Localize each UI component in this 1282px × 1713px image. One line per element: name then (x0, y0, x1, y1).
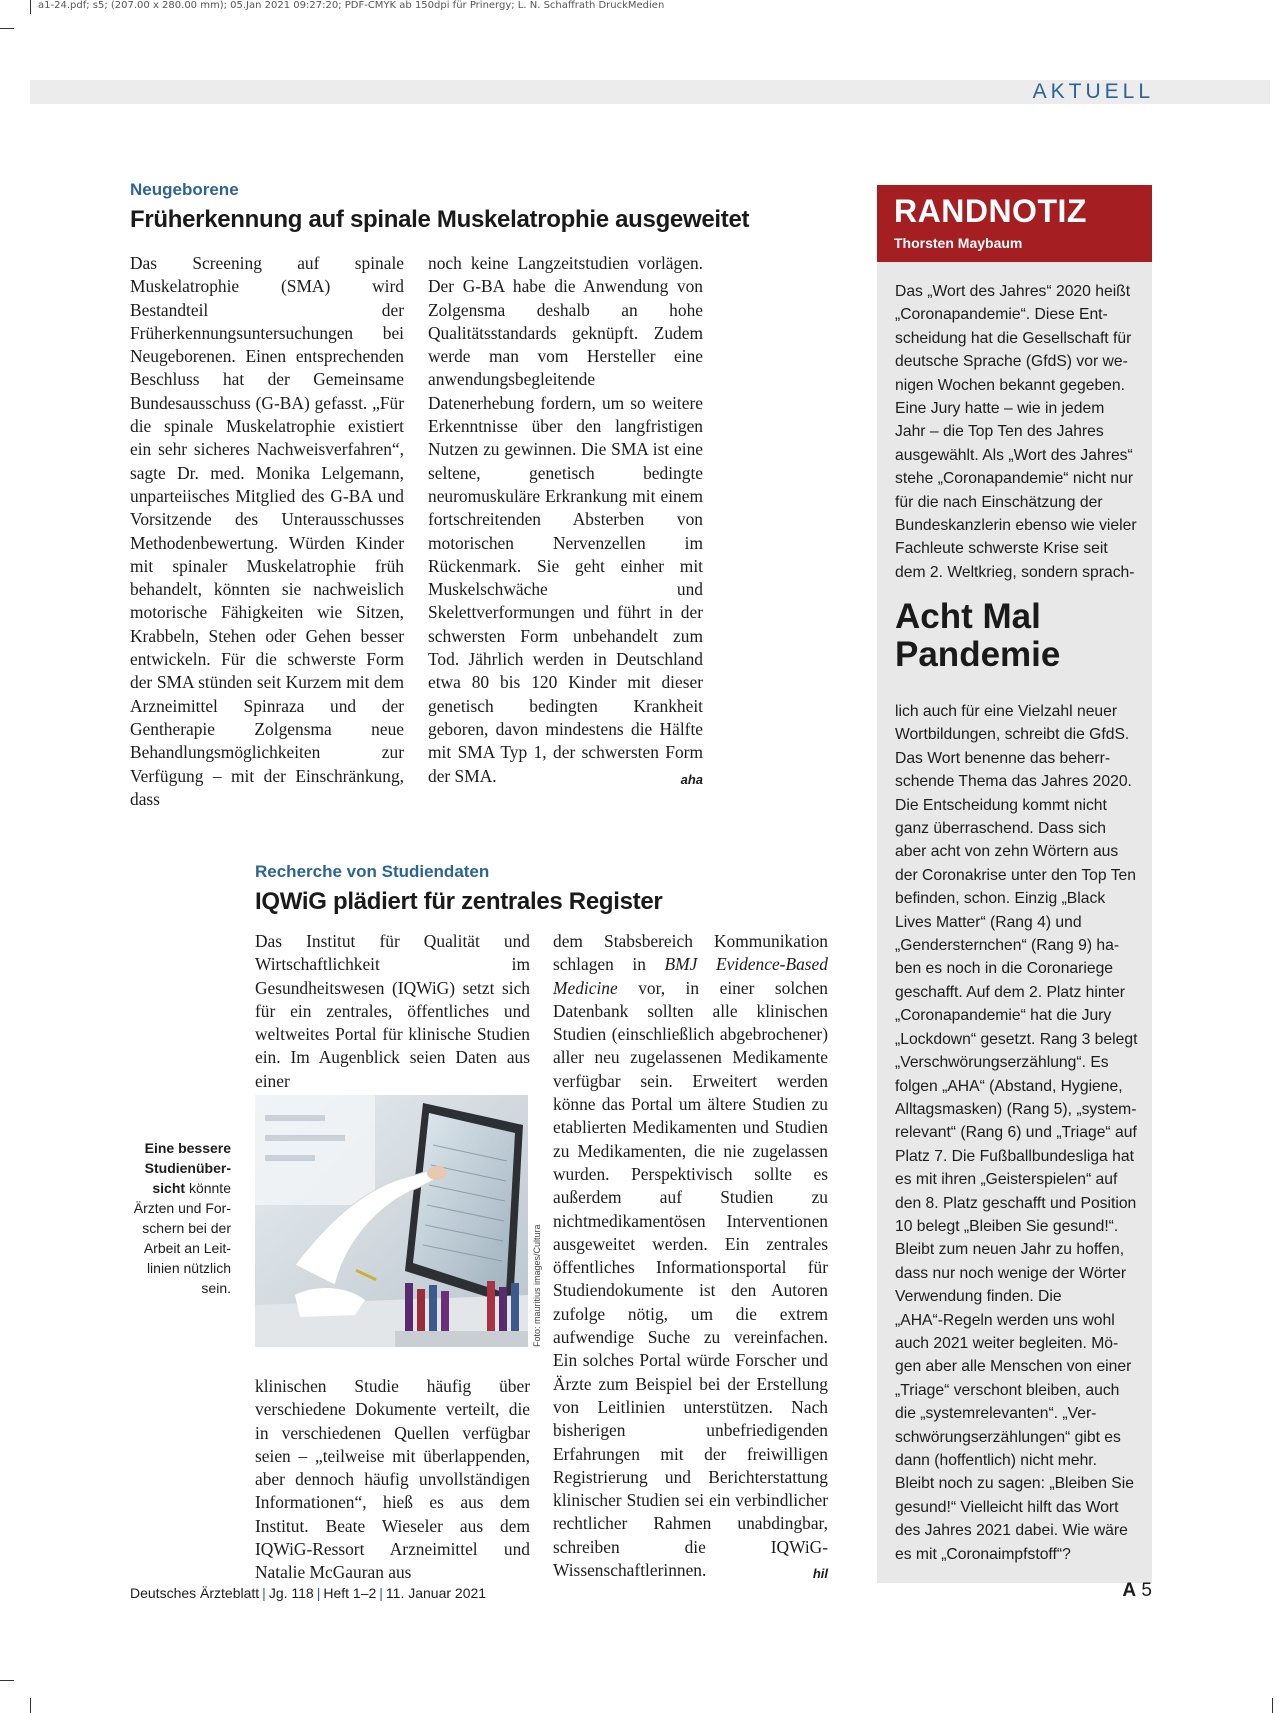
body-line: dann (hoffentlich) nicht mehr. (895, 1452, 1098, 1469)
article2-headline: IQWiG plädiert für zentrales Register (255, 888, 663, 915)
caption-text-6: sein. (201, 1280, 231, 1296)
body-line: den 8. Platz geschafft und Position (895, 1194, 1137, 1212)
body-line: Wortbildungen, schreibt die GfdS. (895, 726, 1130, 744)
body-line: folgen „AHA“ (Abstand, Hygiene, (895, 1077, 1123, 1095)
article1-kicker (130, 180, 239, 200)
article1-col1-text: Das Screening auf spinale Muskelatrophie (SMA) wird Bestandteil der Früherkennungsuntersuchungen bei Neugeborenen. Einen entsprechenden Beschluss hat der Gemeinsame Bundesausschuss (G-BA) gefasst. „Für die spinale Muskelatrophie existiert ein sehr sicheres Nachweisverfahren“, sagte Dr. med. Monika Lelgemann, unparteiisches Mitglied des G-BA und Vorsitzende des Unterausschusses Methodenbewertung. Würden Kinder mit spinaler Muskelatrophie früh behandelt, könnten sie nachweislich motorische Fähigkeiten wie Sitzen, Krabbeln, Stehen oder Gehen besser entwickeln. Für die schwerste Form der SMA stünden seit Kurzem mit dem Arzneimittel Spinraza und der Gentherapie Zolgensma neue Behandlungsmöglichkeiten zur Verfügung – mit der Einschränkung, dass (130, 253, 404, 809)
article1-kicker-suffix: e (229, 180, 239, 199)
intro-line: ausgewählt. Als „Wort des Jahres“ (895, 446, 1133, 464)
body-line: Bleibt noch zu sagen: „Bleiben Sie (895, 1475, 1134, 1493)
body-line: geschafft. Auf dem 2. Platz hinter (895, 983, 1125, 1001)
caption-bold-3: sicht (152, 1180, 186, 1196)
body-line: ben es noch in die Coronariege (895, 960, 1114, 978)
crop-mark-bl-h (0, 1680, 14, 1681)
caption-text-3: schern bei der (142, 1220, 231, 1236)
body-line: Lives Matter“ (Rang 4) und (895, 913, 1082, 931)
body-line: „Lockdown“ gesetzt. Rang 3 belegt (895, 1030, 1138, 1048)
footer-separator: | (379, 1585, 383, 1601)
article1-headline: Früherkennung auf spinale Muskelatrophie ausgeweitet (130, 206, 750, 233)
body-line: schende Thema das Jahres 2020. (895, 773, 1132, 791)
body-line: gesund!“ Vielleicht hilft das Wort (895, 1498, 1119, 1516)
randnotiz-title-line1: Acht Mal (895, 597, 1041, 636)
body-line: aber acht von zehn Wörtern aus (895, 843, 1119, 861)
randnotiz-author: Thorsten Maybaum (894, 235, 1023, 251)
intro-line: scheidung hat die Gesellschaft für (895, 329, 1132, 347)
caption-text-1: könnte (185, 1180, 231, 1196)
footer-volume: Jg. 118 (268, 1585, 314, 1601)
page-prefix: A (1122, 1580, 1137, 1601)
intro-line: Das „Wort des Jahres“ 2020 heißt (895, 283, 1131, 300)
body-line: es mit „Coronaimpfstoff“? (895, 1545, 1071, 1563)
body-line: gen aber alle Menschen von einer (895, 1358, 1132, 1376)
body-line: 10 belegt „Bleiben Sie gesund!“. (895, 1217, 1119, 1235)
intro-line: Eine Jury hatte – wie in jedem (895, 400, 1105, 418)
image-caption (120, 1138, 231, 1298)
body-line: der Coronakrise unter den Top Ten (895, 866, 1136, 884)
article1-signature: aha (680, 771, 703, 787)
intro-line: Jahr – die Top Ten des Jahres (895, 423, 1104, 441)
body-line: relevant“ (Rang 6) und „Triage“ auf (895, 1124, 1137, 1142)
article1-col2-body: noch keine Langzeitstudien vorlägen. Der G-BA habe die Anwendung von Zolgensma deshalb an hohe Qualitätsstandards geknüpft. Zudem werde man vom Hersteller eine anwendungsbegleitende Datenerhebung fordern, um so weitere Erkenntnisse über den langfristigen Nutzen zu gewinnen. Die SMA ist eine seltene, genetisch bedingte neuromuskuläre Erkrankung mit einem fortschreitenden Absterben von motorischen Nervenzellen im Rückenmark. Sie geht einher mit Muskelschwäche und Skelettverformungen und führt in der schwersten Form unbehandelt zum Tod. Jährlich werden in Deutschland etwa 80 bis 120 Kinder mit dieser genetisch bedingten Krankheit geboren, davon mindestens die Hälfte mit SMA Typ 1, der schwersten Form der SMA. (428, 253, 703, 786)
body-line: „AHA“-Regeln werden uns wohl (895, 1311, 1115, 1329)
body-line: auch 2021 weiter begleiten. Mö- (895, 1334, 1119, 1352)
footer-journal: Deutsches Ärzteblatt (130, 1585, 260, 1601)
article2-column-2 (553, 930, 828, 1585)
body-line: Verwendung finden. Die (895, 1288, 1062, 1306)
intro-line: „Coronapandemie“. Diese Ent- (895, 306, 1108, 324)
crop-mark-br-v (1272, 1698, 1273, 1713)
body-line: Die Entscheidung kommt nicht (895, 796, 1107, 814)
article2-col1-top-text: Das Institut für Qualität und Wirtschaftlichkeit im Gesundheitswesen (IQWiG) setzt sich für ein zentrales, öffentliches und weltweites Portal für klinische Studien ein. Im Augenblick seien Daten aus einer (255, 931, 530, 1091)
article2-col2-pre: dem Stabsbereich Kommunikation schlagen in (553, 931, 828, 975)
body-line: die „systemrelevanten“. „Ver- (895, 1405, 1097, 1423)
article2-col2-post: vor, in einer solchen Datenbank sollten alle klinischen Studien (einschließlich abgebrochener) aller neu zugelassenen Medikamente verfügbar sein. Erweitert werden könne das Portal um ältere Studien zu etablierten Medikamenten und Studien zu Medikamenten, die nie zugelassen wurden. Perspektivisch sollte es außerdem auf Studien zu nichtmedikamentösen Interventionen ausgeweitet werden. Ein zentrales öffentliches Informationsportal für Studiendokumente ist den Autoren zufolge nötig, um die extrem aufwendige Suche zu vereinfachen. Ein solches Portal würde Forscher und Ärzte zum Beispiel bei der Erstellung von Leitlinien unterstützen. Nach bisherigen unbefriedigenden Erfahrungen mit der freiwilligen Registrierung und Berichterstattung klinischer Studien sei ein verbindlicher rechtlicher Rahmen unabdingbar, schreiben die IQWiG-Wissenschaftlerinnen. (553, 977, 828, 1581)
intro-line: Fachleute schwerste Krise seit (895, 540, 1108, 558)
crop-mark-tl-v (30, 0, 31, 14)
intro-line: stehe „Coronapandemie“ nicht nur (895, 470, 1134, 488)
body-line: lich auch für eine Vielzahl neuer (895, 703, 1118, 720)
randnotiz-title-line2: Pandemie (895, 635, 1061, 674)
page-footer (130, 1585, 486, 1601)
randnotiz-intro (895, 280, 1137, 584)
crop-mark-tl-h (0, 28, 14, 29)
footer-separator: | (262, 1585, 266, 1601)
caption-text-2: Ärzten und For- (133, 1200, 231, 1216)
body-line: es mit ihren „Geisterspielen“ auf (895, 1171, 1118, 1189)
article2-column-1-bottom (255, 1375, 530, 1585)
footer-date: 11. Januar 2021 (385, 1585, 487, 1601)
footer-separator: | (316, 1585, 321, 1601)
page-number-value: 5 (1141, 1580, 1152, 1601)
article1-column-1 (130, 252, 404, 811)
intro-line: nigen Wochen bekannt gegeben. (895, 376, 1125, 394)
article2-signature: hil (812, 1566, 828, 1582)
caption-bold-2: Studienüber- (144, 1160, 231, 1176)
body-line: „Triage“ verschont bleiben, auch (895, 1381, 1120, 1399)
intro-line: dem 2. Weltkrieg, sondern sprach- (895, 563, 1135, 581)
intro-line: für die nach Einschätzung der (895, 493, 1103, 511)
article2-column-1-top (255, 930, 530, 1093)
crop-mark-bl-v (30, 1698, 31, 1713)
caption-text-5: linien nützlich (146, 1260, 231, 1276)
article2-kicker: Recherche von Studiendaten (255, 862, 490, 881)
body-line: Alltagsmasken) (Rang 5), „system- (895, 1100, 1137, 1118)
article1-kicker-text: Neugeboren (130, 180, 230, 199)
randnotiz-title (895, 598, 1060, 674)
print-info: a1-24.pdf; s5; (207.00 x 280.00 mm); 05.Jan 2021 09:27:20; PDF-CMYK ab 150dpi für Prinergy; L. N. Schaffrath DruckMedien (38, 0, 665, 11)
article2-col1-bottom-text: klinischen Studie häufig über verschiedene Dokumente verteilt, die in verschiedenen Quellen verfügbar seien – „teilweise mit überlappenden, aber dennoch häufig unvollständigen Informationen“, hieß es aus dem Institut. Beate Wieseler aus dem IQWiG-Ressort Arzneimittel und Natalie McGauran aus (255, 1376, 530, 1583)
body-line: ganz überraschend. Dass sich (895, 820, 1107, 838)
page-number (1122, 1580, 1152, 1602)
body-line: befinden, schon. Einzig „Black (895, 890, 1106, 908)
caption-text-4: Arbeit an Leit- (143, 1240, 231, 1256)
body-line: „Gendersternchen“ (Rang 9) ha- (895, 937, 1120, 955)
intro-line: deutsche Sprache (GfdS) vor we- (895, 353, 1128, 371)
article1-col2-text (428, 252, 703, 788)
body-line: schwörungserzählungen“ gibt es (895, 1428, 1121, 1446)
caption-bold-1: Eine bessere (144, 1140, 231, 1156)
footer-issue: Heft 1–2 (323, 1585, 377, 1601)
randnotiz-body (895, 700, 1137, 1566)
section-label: AKTUELL (1032, 80, 1154, 103)
article1-column-2 (428, 252, 703, 791)
body-line: „Coronapandemie“ hat die Jury (895, 1007, 1112, 1025)
article2-col2-text (553, 930, 828, 1582)
intro-line: Bundeskanzlerin ebenso wie vieler (895, 517, 1137, 535)
body-line: Das Wort benenne das beherr- (895, 749, 1111, 767)
body-line: Platz 7. Die Fußballbundesliga hat (895, 1147, 1134, 1165)
lab-photo (255, 1095, 528, 1347)
article2-journal-name: BMJ Evidence-Based Medicine (553, 954, 828, 998)
body-line: dass nur noch wenige der Wörter (895, 1264, 1127, 1282)
body-line: Bleibt zum neuen Jahr zu hoffen, (895, 1241, 1125, 1259)
body-line: „Verschwörungserzählung“. Es (895, 1054, 1109, 1072)
body-line: des Jahres 2021 dabei. Wie wäre (895, 1522, 1128, 1540)
lab-photo-illustration (255, 1095, 528, 1347)
randnotiz-label: RANDNOTIZ (894, 193, 1087, 229)
photo-credit: Foto: mauritius images/Cultura (532, 1224, 542, 1347)
